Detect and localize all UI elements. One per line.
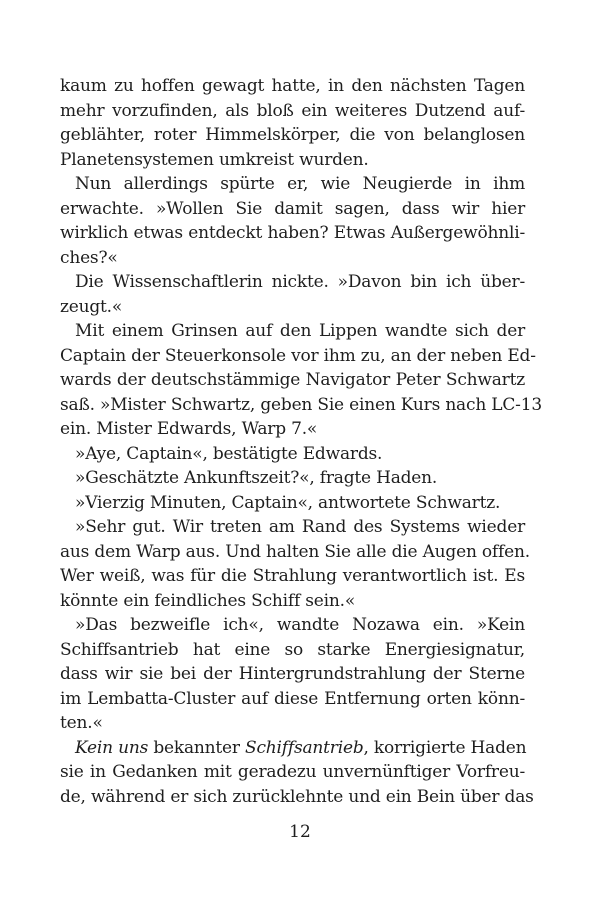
text-line: geblähter, roter Himmelskörper, die von belanglosen	[60, 125, 525, 145]
text-line: saß. »Mister Schwartz, geben Sie einen Kurs nach LC-13	[60, 394, 542, 415]
text-line: »Aye, Captain«, bestätigte Edwards.	[75, 443, 383, 464]
text-line: Planetensystemen umkreist wurden.	[60, 149, 369, 170]
text-line: erwachte. »Wollen Sie damit sagen, dass wir hier	[60, 198, 525, 219]
text-line: sie in Gedanken mit geradezu unvernünftiger Vorfreu-	[60, 762, 525, 782]
text-line: »Vierzig Minuten, Captain«, antwortete Schwartz.	[75, 492, 501, 513]
text-line: Schiffsantrieb hat eine so starke Energiesignatur,	[60, 639, 525, 660]
italic-text: Kein uns	[75, 737, 149, 758]
text-line: de, während er sich zurücklehnte und ein Bein über das	[60, 786, 534, 807]
italic-text: Schiffsantrieb	[245, 737, 364, 758]
text-line: Die Wissenschaftlerin nickte. »Davon bin ich über-	[75, 272, 525, 292]
text-span: , korrigierte Haden	[363, 737, 527, 758]
text-line: kaum zu hoffen gewagt hatte, in den nächsten Tagen	[60, 76, 525, 96]
text-line-italic	[60, 736, 525, 761]
text-line: Captain der Steuerkonsole vor ihm zu, an der neben Ed-	[60, 345, 536, 366]
text-line: Wer weiß, was für die Strahlung verantwortlich ist. Es	[60, 566, 525, 586]
page-number: 12	[289, 822, 311, 842]
text-line: könnte ein feindliches Schiff sein.«	[60, 590, 356, 611]
text-line: Nun allerdings spürte er, wie Neugierde in ihm	[75, 174, 525, 194]
text-span: bekannter	[148, 737, 246, 758]
text-line: im Lembatta-Cluster auf diese Entfernung orten könn-	[60, 688, 525, 709]
text-line: mehr vorzufinden, als bloß ein weiteres Dutzend auf-	[60, 100, 525, 121]
text-line: wards der deutschstämmige Navigator Peter Schwartz	[60, 370, 525, 390]
text-line: zeugt.«	[60, 296, 123, 317]
text-line: ches?«	[60, 247, 118, 268]
text-line: »Geschätzte Ankunftszeit?«, fragte Haden.	[75, 468, 438, 488]
text-line: »Das bezweifle ich«, wandte Nozawa ein. »Kein	[75, 615, 525, 635]
text-line: ten.«	[60, 713, 103, 733]
book-page-body	[60, 74, 542, 809]
text-line: ein. Mister Edwards, Warp 7.«	[60, 419, 318, 439]
text-line: dass wir sie bei der Hintergrundstrahlung der Sterne	[60, 664, 525, 684]
text-line: Mit einem Grinsen auf den Lippen wandte sich der	[75, 321, 525, 341]
text-line: aus dem Warp aus. Und halten Sie alle die Augen offen.	[60, 541, 530, 562]
text-line: »Sehr gut. Wir treten am Rand des Systems wieder	[75, 517, 525, 537]
text-line: wirklich etwas entdeckt haben? Etwas Außergewöhnli-	[60, 223, 525, 243]
